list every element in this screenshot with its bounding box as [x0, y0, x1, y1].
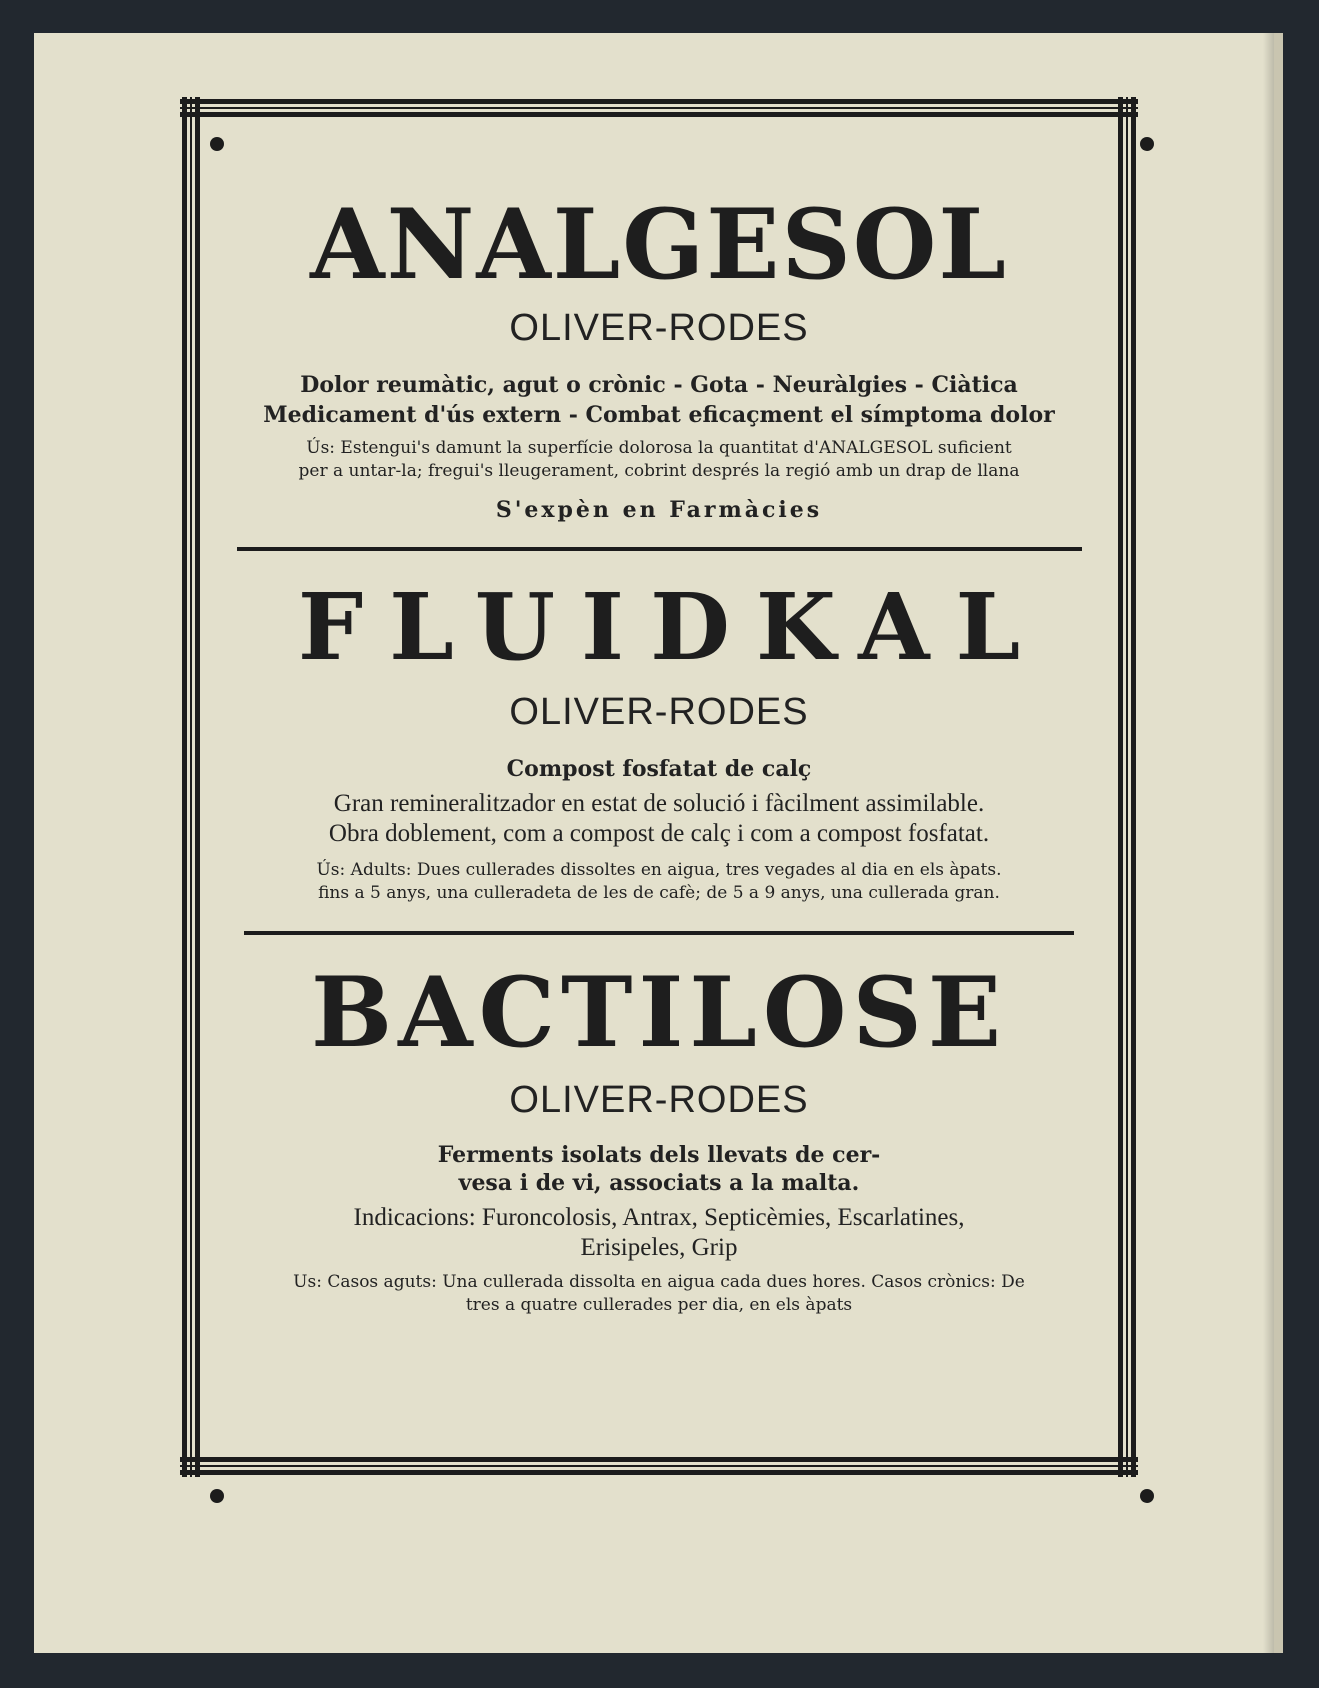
- bactilose-description-2: vesa i de vi, associats a la malta.: [458, 1170, 860, 1196]
- bactilose-usage-2: tres a quatre cullerades per dia, en els àpats: [465, 1295, 853, 1315]
- corner-ornament-top-right: [1140, 137, 1154, 151]
- analgesol-indications: Dolor reumàtic, agut o crònic - Gota - Neuràlgies - Ciàtica: [300, 372, 1018, 398]
- bactilose-maker: OLIVER-RODES: [509, 1079, 809, 1121]
- frame-top-border: [180, 97, 1138, 119]
- advert-content: [222, 125, 1096, 1450]
- bactilose-description-1: Ferments isolats dels llevats de cer-: [437, 1142, 881, 1168]
- section-divider-1: [237, 547, 1082, 551]
- analgesol-advert: [222, 188, 1096, 523]
- analgesol-maker: OLIVER-RODES: [509, 307, 809, 349]
- analgesol-description: Medicament d'ús extern - Combat eficaçment el símptoma dolor: [263, 402, 1055, 428]
- bactilose-advert: [222, 956, 1096, 1315]
- fluidkal-usage-2: fins a 5 anys, una culleradeta de les de cafè; de 5 a 9 anys, una cullerada gran.: [318, 883, 1000, 903]
- page-edge: [1274, 33, 1283, 1653]
- frame-bottom-border: [180, 1455, 1138, 1477]
- bactilose-usage-1: Us: Casos aguts: Una cullerada dissolta en aigua cada dues hores. Casos crònics: De: [293, 1272, 1025, 1292]
- section-divider-2: [244, 931, 1074, 935]
- fluidkal-description-2: Obra doblement, com a compost de calç i com a compost fosfatat.: [328, 820, 990, 847]
- frame-right-border: [1118, 97, 1138, 1477]
- frame-left-border: [180, 97, 200, 1477]
- bactilose-indications-1: Indicacions: Furoncolosis, Antrax, Septicèmies, Escarlatines,: [353, 1204, 965, 1231]
- fluidkal-title: FLUIDKAL: [297, 573, 1047, 681]
- fluidkal-description-1: Gran remineralitzador en estat de solució i fàcilment assimilable.: [333, 790, 985, 817]
- analgesol-title: ANALGESOL: [310, 188, 1008, 301]
- corner-ornament-bottom-left: [210, 1489, 224, 1503]
- analgesol-usage-2: per a untar-la; fregui's lleugerament, cobrint després la regió amb un drap de llana: [298, 461, 1020, 481]
- analgesol-sale-note: S'expèn en Farmàcies: [495, 497, 823, 523]
- analgesol-usage-1: Ús: Estengui's damunt la superfície dolorosa la quantitat d'ANALGESOL suficient: [306, 438, 1012, 458]
- bactilose-title: BACTILOSE: [311, 956, 1007, 1069]
- corner-ornament-bottom-right: [1140, 1489, 1154, 1503]
- bactilose-indications-2: Erisipeles, Grip: [580, 1234, 738, 1261]
- fluidkal-usage-1: Ús: Adults: Dues cullerades dissoltes en aigua, tres vegades al dia en els àpats.: [316, 860, 1002, 880]
- fluidkal-advert: [222, 573, 1096, 903]
- fluidkal-subtitle: Compost fosfatat de calç: [506, 756, 812, 782]
- fluidkal-maker: OLIVER-RODES: [509, 691, 809, 733]
